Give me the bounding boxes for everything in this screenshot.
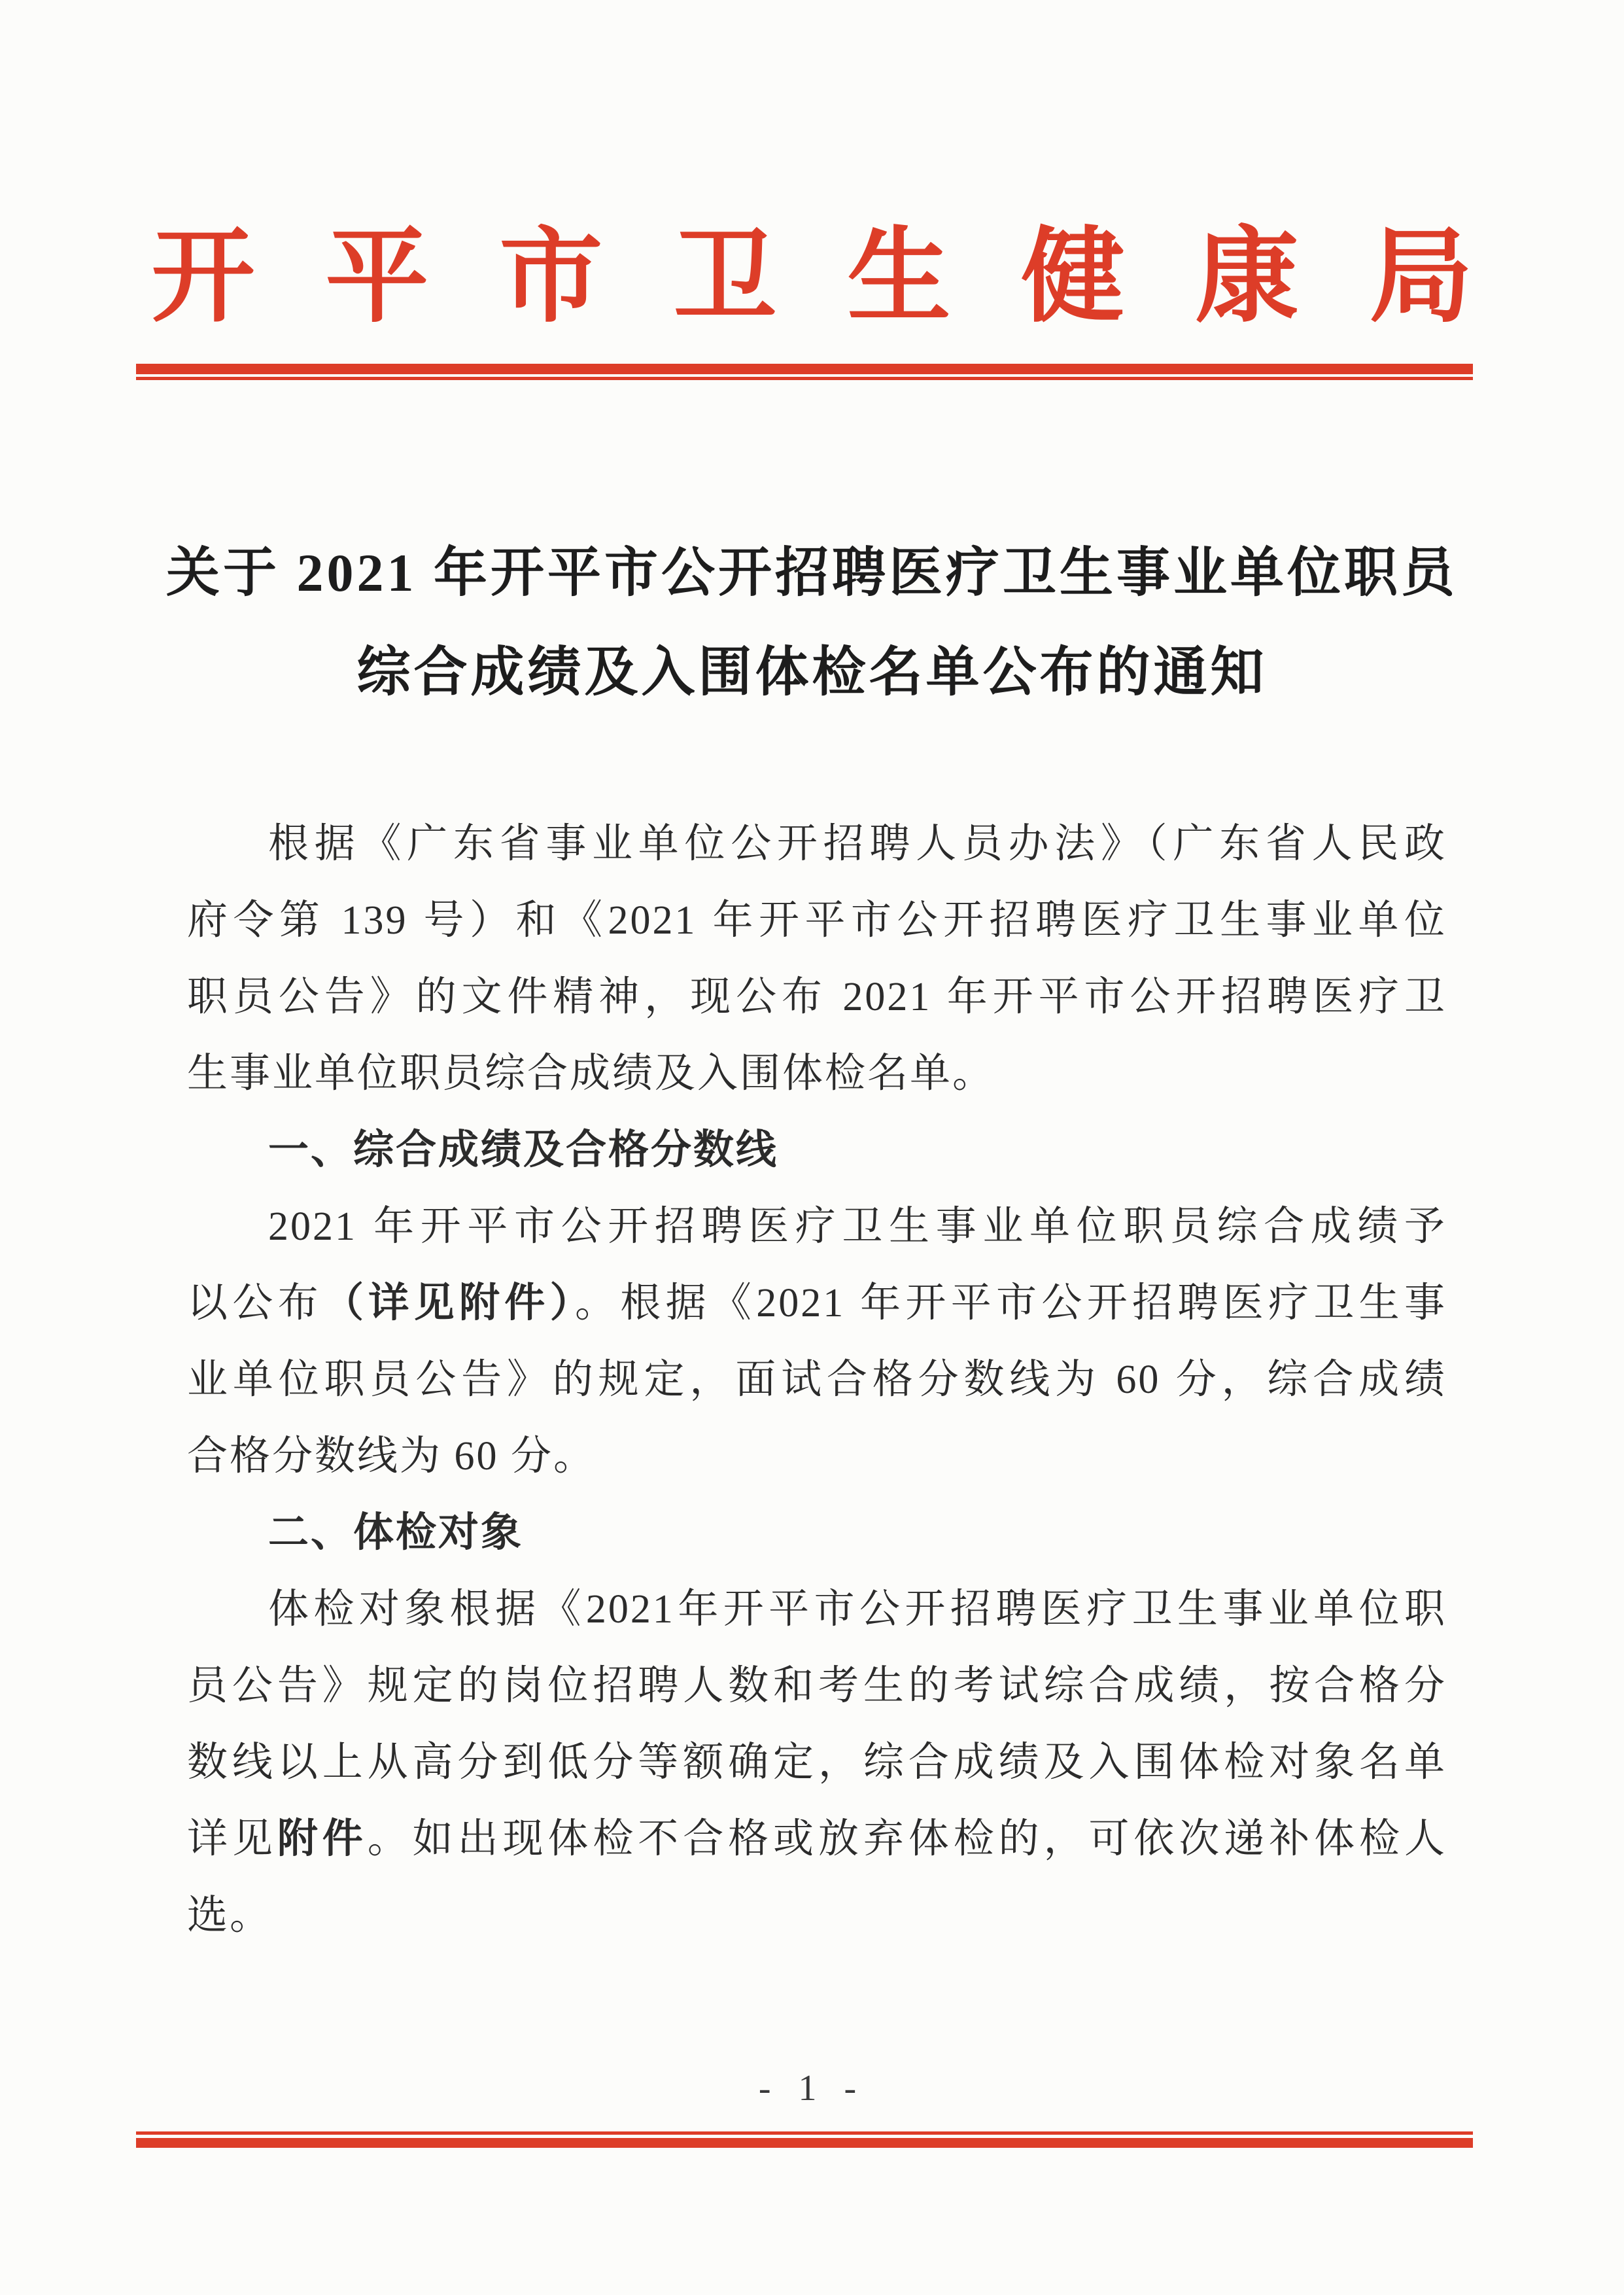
section-heading [187, 1495, 1447, 1571]
agency-letterhead: 开平市卫生健康局 [151, 220, 1544, 335]
bold-text-run: 附件 [277, 1817, 368, 1861]
footer-double-rule [136, 2131, 1473, 2148]
body-line [187, 1265, 1447, 1342]
body-line [187, 959, 1447, 1036]
bold-text-run: 二、体检对象 [268, 1511, 524, 1555]
text-run: 2021 年开平市公开招聘医疗卫生事业单位职员综合成绩予 [268, 1204, 1447, 1249]
rule-thin-bar [136, 377, 1473, 380]
body-line [187, 883, 1447, 959]
text-run: 数线以上从高分到低分等额确定，综合成绩及入围体检对象名单 [187, 1740, 1447, 1785]
section-heading [187, 1112, 1447, 1189]
bold-text-run: 一、综合成绩及合格分数线 [268, 1128, 779, 1172]
text-run: 业单位职员公告》的规定，面试合格分数线为 60 分，综合成绩 [187, 1358, 1447, 1402]
rule-thick-bar [136, 364, 1473, 374]
text-run: 员公告》规定的岗位招聘人数和考生的考试综合成绩，按合格分 [187, 1664, 1447, 1708]
rule-thick-bar [136, 2138, 1473, 2148]
text-run: 选。 [187, 1893, 273, 1938]
bold-text-run: （详见附件） [322, 1281, 575, 1325]
document-title-line-2: 综合成绩及入围体检名单公布的通知 [356, 642, 1268, 702]
body-line [187, 1648, 1447, 1725]
text-run: 体检对象根据《2021年开平市公开招聘医疗卫生事业单位职 [268, 1587, 1447, 1632]
body-line [187, 1725, 1447, 1801]
text-run: 生事业单位职员综合成绩及入围体检名单。 [187, 1051, 995, 1096]
text-run: 根据《广东省事业单位公开招聘人员办法》（广东省人民政 [268, 822, 1447, 866]
body-line [187, 1342, 1447, 1418]
text-run: 职员公告》的文件精神，现公布 2021 年开平市公开招聘医疗卫 [187, 975, 1447, 1019]
letterhead-double-rule [136, 364, 1473, 380]
page-number: - 1 - [758, 2068, 866, 2109]
body-line [187, 1801, 1447, 1878]
text-run: 详见 [187, 1817, 277, 1861]
text-run: 合格分数线为 60 分。 [187, 1434, 596, 1479]
text-run: 府令第 139 号）和《2021 年开平市公开招聘医疗卫生事业单位 [187, 898, 1447, 943]
body-line [187, 806, 1447, 883]
document-title-line-1: 关于 2021 年开平市公开招聘医疗卫生事业单位职员 [165, 543, 1458, 603]
document-title [0, 523, 1624, 722]
text-run: 以公布 [187, 1281, 323, 1325]
body-line [187, 1036, 1447, 1112]
body-line [187, 1189, 1447, 1265]
body-line [187, 1418, 1447, 1495]
text-run: 。根据《2021 年开平市公开招聘医疗卫生事 [574, 1281, 1447, 1325]
text-run: 。如出现体检不合格或放弃体检的，可依次递补体检人 [367, 1817, 1447, 1861]
body-line [187, 1571, 1447, 1648]
rule-thin-bar [136, 2131, 1473, 2135]
document-body [187, 806, 1447, 1954]
body-line [187, 1878, 1447, 1954]
